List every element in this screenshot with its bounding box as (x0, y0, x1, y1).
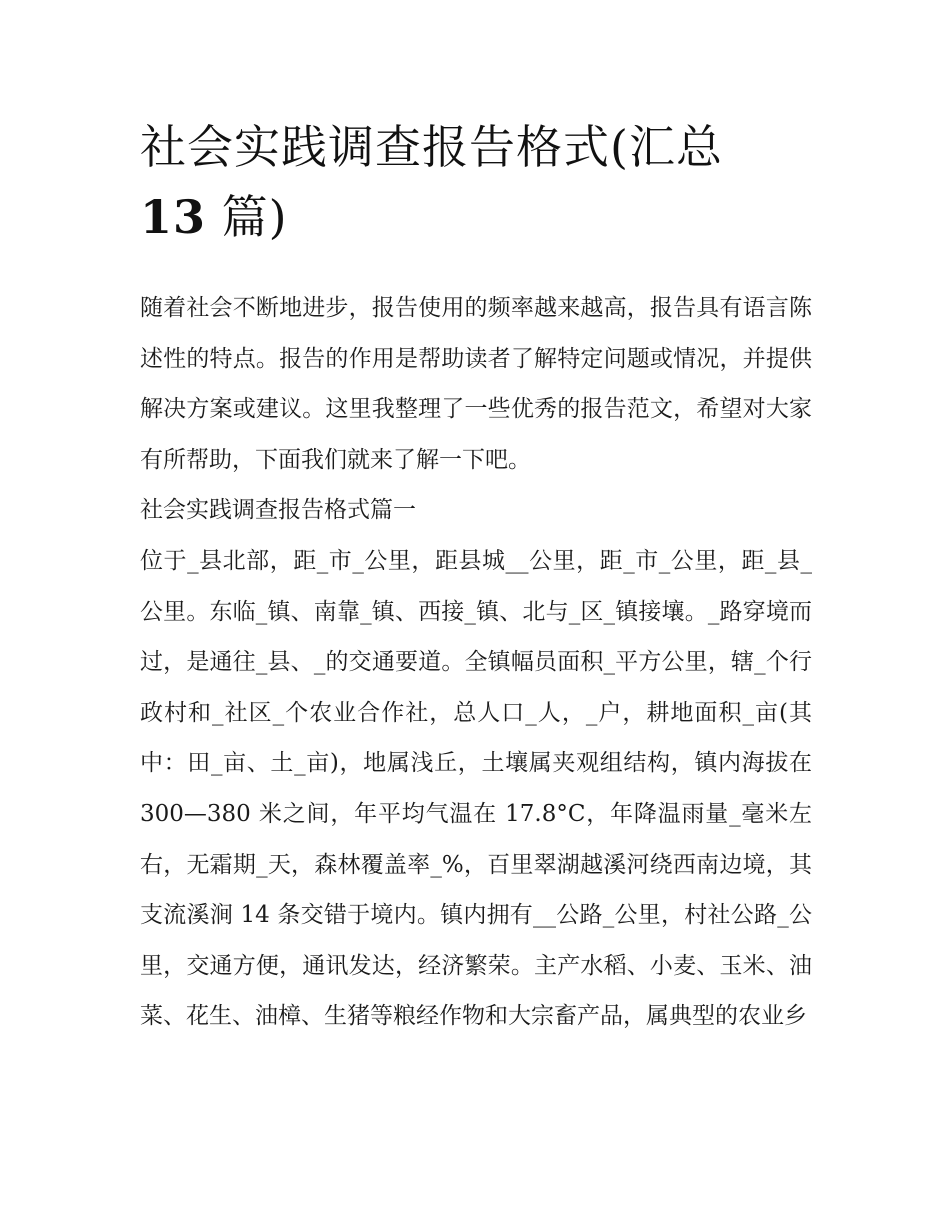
title-number: 13 (140, 190, 207, 244)
document-body (140, 283, 812, 1042)
title-tail: 篇) (206, 190, 288, 244)
intro-paragraph: 随着社会不断地进步，报告使用的频率越来越高，报告具有语言陈述性的特点。报告的作用是帮助读者了解特定问题或情况，并提供解决方案或建议。这里我整理了一些优秀的报告范文，希望对大家有所帮助，下面我们就来了解一下吧。 (140, 295, 812, 473)
section-heading: 社会实践调查报告格式篇一 (140, 497, 416, 524)
body-paragraph: 位于_县北部，距_市_公里，距县城__公里，距_市_公里，距_县_公里。东临_镇、南靠_镇、西接_镇、北与_区_镇接壤。_路穿境而过，是通往_县、_的交通要道。全镇幅员面积_平方公里，辖_个行政村和_社区_个农业合作社，总人口_人，_户，耕地面积_亩(其中：田_亩、土_亩)，地属浅丘，土壤属夹观组结构，镇内海拔在 300—380 米之间，年平均气温在 17.8°C，年降温雨量_毫米左右，无霜期_天，森林覆盖率_%，百里翠湖越溪河绕西南边境，其支流溪涧 14 条交错于境内。镇内拥有__公路_公里，村社公路_公里，交通方便，通讯发达，经济繁荣。主产水稻、小麦、玉米、油菜、花生、油樟、生猪等粮经作物和大宗畜产品，属典型的农业乡 (140, 547, 812, 1030)
document-title (140, 112, 820, 252)
title-text: 社会实践调查报告格式(汇总 (140, 120, 723, 174)
